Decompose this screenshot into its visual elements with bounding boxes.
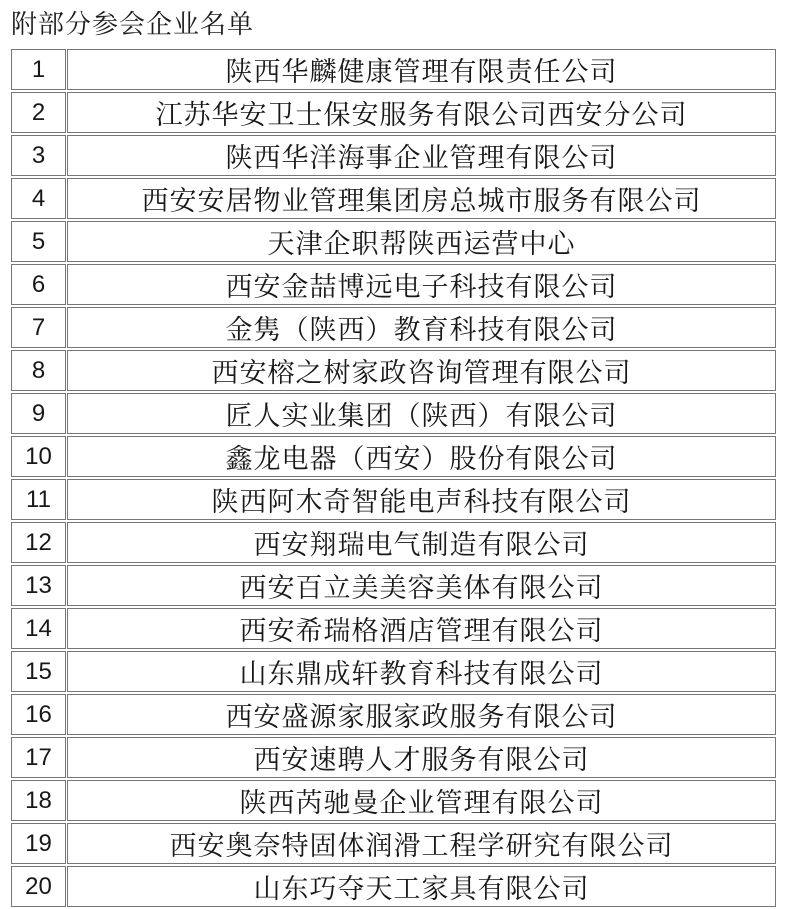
company-table-body xyxy=(11,49,776,907)
company-name-cell: 西安盛源家服家政服务有限公司 xyxy=(67,694,776,735)
row-number-cell: 5 xyxy=(11,221,66,262)
company-list-table xyxy=(10,47,777,909)
company-name-cell: 西安金喆博远电子科技有限公司 xyxy=(67,264,776,305)
company-name-cell: 金隽（陕西）教育科技有限公司 xyxy=(67,307,776,348)
company-name-cell: 陕西华麟健康管理有限责任公司 xyxy=(67,49,776,90)
table-row xyxy=(11,780,776,821)
row-number-cell: 2 xyxy=(11,92,66,133)
table-row xyxy=(11,436,776,477)
company-name-cell: 陕西芮驰曼企业管理有限公司 xyxy=(67,780,776,821)
table-row xyxy=(11,178,776,219)
table-row xyxy=(11,393,776,434)
table-row xyxy=(11,479,776,520)
company-name-cell: 西安速聘人才服务有限公司 xyxy=(67,737,776,778)
table-row xyxy=(11,694,776,735)
row-number-cell: 14 xyxy=(11,608,66,649)
company-name-cell: 西安希瑞格酒店管理有限公司 xyxy=(67,608,776,649)
company-name-cell: 匠人实业集团（陕西）有限公司 xyxy=(67,393,776,434)
row-number-cell: 12 xyxy=(11,522,66,563)
row-number-cell: 6 xyxy=(11,264,66,305)
page-title: 附部分参会企业名单 xyxy=(11,9,255,39)
row-number-cell: 9 xyxy=(11,393,66,434)
row-number-cell: 16 xyxy=(11,694,66,735)
row-number-cell: 11 xyxy=(11,479,66,520)
row-number-cell: 17 xyxy=(11,737,66,778)
table-row xyxy=(11,350,776,391)
row-number-cell: 18 xyxy=(11,780,66,821)
company-name-cell: 陕西华洋海事企业管理有限公司 xyxy=(67,135,776,176)
table-row xyxy=(11,135,776,176)
row-number-cell: 3 xyxy=(11,135,66,176)
row-number-cell: 4 xyxy=(11,178,66,219)
table-row xyxy=(11,221,776,262)
company-name-cell: 江苏华安卫士保安服务有限公司西安分公司 xyxy=(67,92,776,133)
table-row xyxy=(11,608,776,649)
table-row xyxy=(11,522,776,563)
row-number-cell: 19 xyxy=(11,823,66,864)
table-row xyxy=(11,737,776,778)
company-name-cell: 西安安居物业管理集团房总城市服务有限公司 xyxy=(67,178,776,219)
table-row xyxy=(11,565,776,606)
table-row xyxy=(11,264,776,305)
company-name-cell: 天津企职帮陕西运营中心 xyxy=(67,221,776,262)
table-row xyxy=(11,823,776,864)
table-row xyxy=(11,92,776,133)
row-number-cell: 1 xyxy=(11,49,66,90)
table-row xyxy=(11,49,776,90)
company-name-cell: 西安百立美美容美体有限公司 xyxy=(67,565,776,606)
row-number-cell: 8 xyxy=(11,350,66,391)
table-row xyxy=(11,307,776,348)
row-number-cell: 7 xyxy=(11,307,66,348)
row-number-cell: 20 xyxy=(11,866,66,907)
table-row xyxy=(11,866,776,907)
table-row xyxy=(11,651,776,692)
company-name-cell: 山东鼎成轩教育科技有限公司 xyxy=(67,651,776,692)
row-number-cell: 13 xyxy=(11,565,66,606)
company-name-cell: 西安榕之树家政咨询管理有限公司 xyxy=(67,350,776,391)
row-number-cell: 15 xyxy=(11,651,66,692)
company-name-cell: 西安奥奈特固体润滑工程学研究有限公司 xyxy=(67,823,776,864)
company-name-cell: 鑫龙电器（西安）股份有限公司 xyxy=(67,436,776,477)
company-name-cell: 西安翔瑞电气制造有限公司 xyxy=(67,522,776,563)
company-name-cell: 陕西阿木奇智能电声科技有限公司 xyxy=(67,479,776,520)
row-number-cell: 10 xyxy=(11,436,66,477)
company-name-cell: 山东巧夺天工家具有限公司 xyxy=(67,866,776,907)
